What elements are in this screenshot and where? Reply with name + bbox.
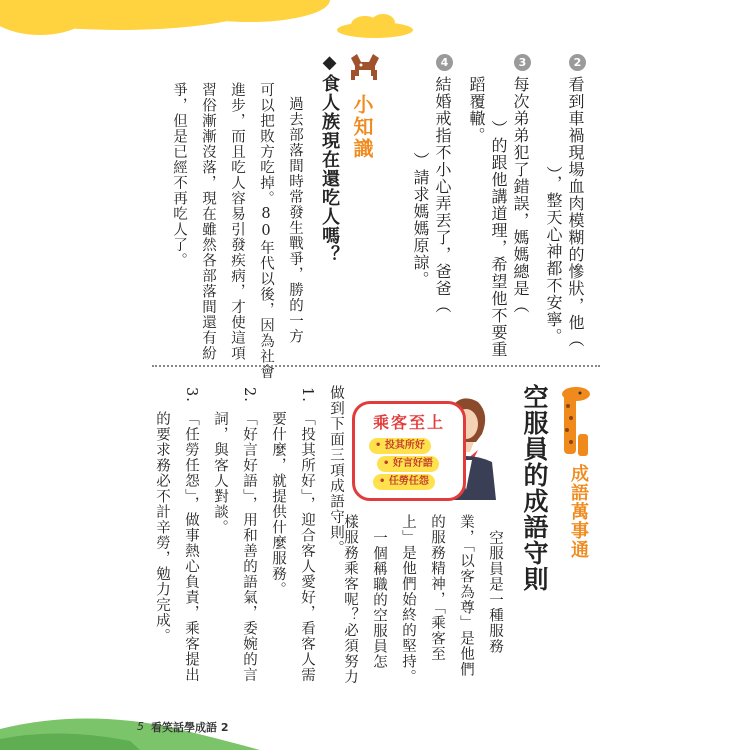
idiom-intro-line: 樣服務乘客呢？必須努力 bbox=[342, 514, 358, 685]
trivia-line: 爭，但是已經不再吃人了。 bbox=[171, 82, 187, 268]
trivia-line: 可以把敗方吃掉。80年代以後，因為社會 bbox=[258, 82, 274, 380]
question-line: 看到車禍現場血肉模糊的慘狀，他（ bbox=[566, 76, 585, 348]
point-line: 「投其所好」，迎合客人愛好，看客人需 bbox=[299, 411, 315, 683]
section-divider bbox=[152, 365, 600, 367]
idiom-intro-line: 業，「以客為尊」是他們 bbox=[458, 514, 474, 678]
question-number-badge: 3 bbox=[514, 54, 531, 71]
sign-item-text: 任勞任怨 bbox=[388, 476, 429, 487]
trivia-line: 進步，而且吃人容易引發疾病，才使這項 bbox=[229, 82, 245, 361]
grass-footer bbox=[0, 705, 750, 750]
idiom-lead: 做到下面三項成語守則。 bbox=[328, 385, 344, 556]
sign-item-text: 好言好語 bbox=[392, 458, 433, 469]
idiom-title: 空服員的成語守則 bbox=[520, 384, 549, 592]
sign-item: • 任勞任怨 bbox=[373, 474, 435, 490]
point-number: 2. bbox=[241, 387, 257, 403]
trivia-question: ◆食人族現在還吃人嗎？ bbox=[319, 52, 340, 264]
question-line: 結婚戒指不小心弄丟了，爸爸（ bbox=[433, 76, 452, 314]
point-line: 「好言好語」，用和善的語氣，委婉的言 bbox=[241, 411, 257, 683]
idiom-intro-line: 空服員是一種服務 bbox=[487, 530, 503, 654]
cloud-decoration bbox=[0, 0, 340, 40]
point-number: 1. bbox=[299, 387, 315, 403]
trivia-label: 小知識 bbox=[350, 94, 374, 160]
idiom-intro-line: 一個稱職的空服員怎 bbox=[371, 530, 387, 670]
question-line: 蹈覆轍。 bbox=[467, 76, 486, 144]
dog-icon bbox=[345, 50, 383, 84]
idiom-intro-line: 上」是他們始終的堅持。 bbox=[400, 514, 416, 685]
question-number-badge: 4 bbox=[436, 54, 453, 71]
point-line: 的要求務必不計辛勞，勉力完成。 bbox=[154, 411, 170, 644]
sign-item: • 投其所好 bbox=[369, 438, 431, 454]
passenger-first-sign bbox=[352, 401, 466, 501]
point-number: 3. bbox=[183, 387, 199, 403]
question-line: 每次弟弟犯了錯誤，媽媽總是（ bbox=[511, 76, 530, 314]
trivia-line: 過去部落間時常發生戰爭，勝的一方 bbox=[287, 96, 303, 344]
question-number-badge: 2 bbox=[569, 54, 586, 71]
point-line: 詞，與客人對談。 bbox=[212, 411, 228, 535]
point-line: 「任勞任怨」，做事熱心負責，乘客提出 bbox=[183, 411, 199, 683]
question-line: ），整天心神都不安寧。 bbox=[544, 166, 563, 345]
idiom-label: 成語萬事通 bbox=[568, 464, 589, 559]
page-number: 5 bbox=[137, 720, 144, 733]
trivia-line: 習俗漸漸沒落，現在雖然各部落間還有紛 bbox=[200, 82, 216, 361]
sign-title: 乘客至上 bbox=[372, 413, 445, 432]
small-cloud-decoration bbox=[335, 14, 415, 38]
point-line: 要什麼，就提供什麼服務。 bbox=[270, 411, 286, 597]
sign-item-text: 投其所好 bbox=[384, 440, 425, 451]
giraffe-icon bbox=[556, 384, 596, 460]
sign-item: • 好言好語 bbox=[377, 456, 439, 472]
book-title: 看笑話學成語 2 bbox=[151, 721, 229, 734]
question-line: ）的跟他講道理，希望他不要重 bbox=[489, 120, 508, 358]
question-line: ）請求媽媽原諒。 bbox=[411, 152, 430, 288]
idiom-intro-line: 的服務精神，「乘客至 bbox=[429, 514, 445, 662]
